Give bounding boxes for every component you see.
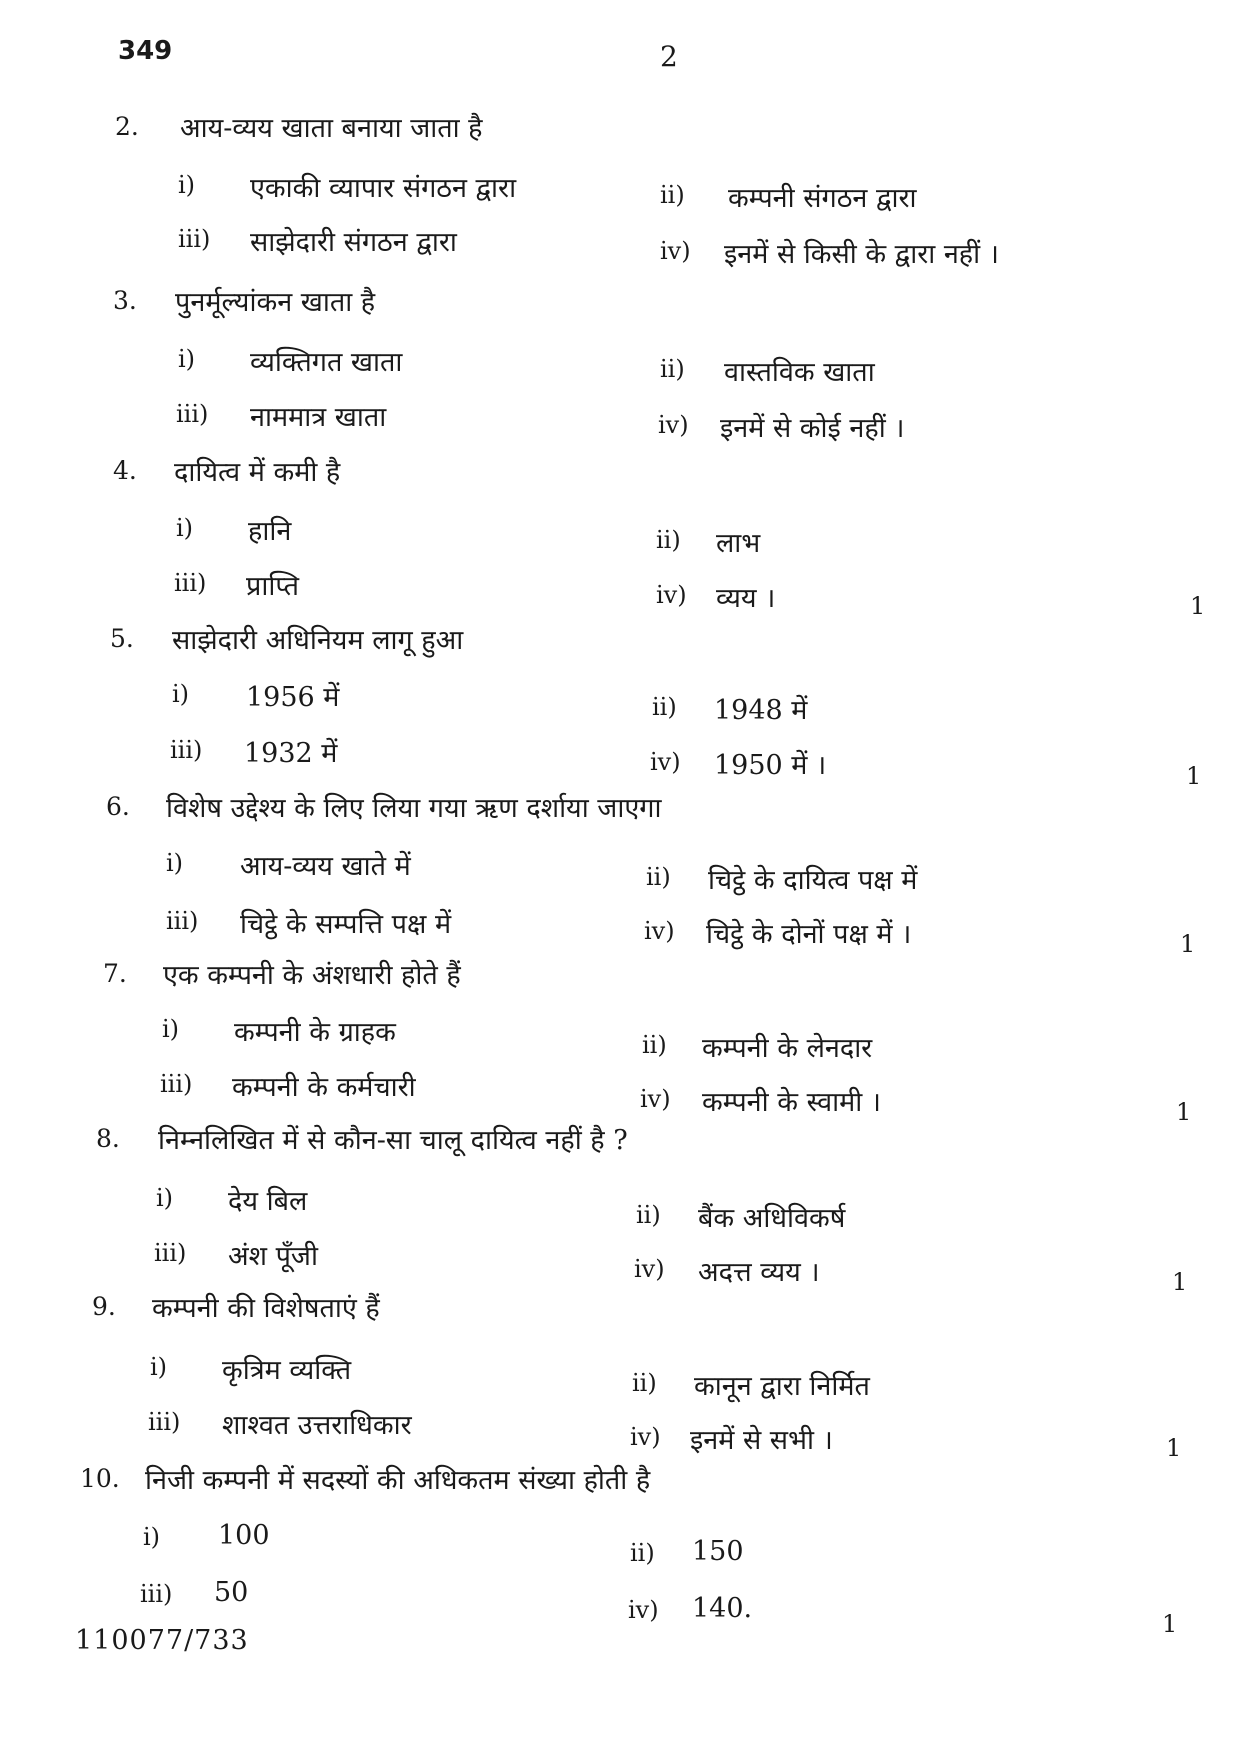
- marks-value: 1: [1166, 1434, 1182, 1462]
- option-text: अदत्त व्यय ।: [698, 1257, 820, 1288]
- option-text: इनमें से कोई नहीं ।: [720, 413, 905, 444]
- option-label: i): [166, 849, 184, 877]
- question-number: 4.: [113, 456, 137, 485]
- option-label: iii): [148, 1408, 181, 1436]
- option-text: कम्पनी संगठन द्वारा: [728, 183, 917, 214]
- option-label: iii): [154, 1239, 187, 1267]
- option-label: iv): [628, 1596, 659, 1624]
- option-text: व्यक्तिगत खाता: [250, 347, 403, 378]
- option-text: 1950 में ।: [714, 750, 827, 781]
- option-text: कम्पनी के कर्मचारी: [232, 1072, 416, 1103]
- paper-code: 349: [118, 36, 173, 66]
- question-number: 9.: [92, 1292, 116, 1321]
- option-text: देय बिल: [228, 1186, 308, 1217]
- option-text: 150: [692, 1536, 744, 1567]
- option-label: iii): [160, 1070, 193, 1098]
- question-text: एक कम्पनी के अंशधारी होते हैं: [163, 960, 461, 991]
- option-text: एकाकी व्यापार संगठन द्वारा: [250, 173, 517, 204]
- page-number: 2: [660, 40, 678, 73]
- option-label: i): [162, 1015, 180, 1043]
- option-label: iii): [166, 907, 199, 935]
- option-text: इनमें से किसी के द्वारा नहीं ।: [724, 239, 999, 270]
- option-label: i): [172, 680, 190, 708]
- question-text: साझेदारी अधिनियम लागू हुआ: [172, 625, 464, 656]
- question-text: आय-व्यय खाता बनाया जाता है: [180, 113, 483, 144]
- option-text: चिट्ठे के दायित्व पक्ष में: [708, 865, 918, 896]
- question-text: निम्नलिखित में से कौन-सा चालू दायित्व नहीं है ?: [158, 1125, 628, 1156]
- option-text: 50: [214, 1577, 249, 1608]
- option-label: iv): [660, 237, 691, 265]
- question-text: विशेष उद्देश्य के लिए लिया गया ऋण दर्शाया जाएगा: [166, 793, 662, 824]
- option-text: कम्पनी के स्वामी ।: [702, 1087, 882, 1118]
- option-text: वास्तविक खाता: [724, 357, 875, 388]
- option-label: iv): [640, 1085, 671, 1113]
- option-label: iv): [630, 1423, 661, 1451]
- question-number: 3.: [113, 286, 137, 315]
- option-text: 100: [218, 1520, 270, 1551]
- option-label: iii): [178, 225, 211, 253]
- option-text: इनमें से सभी ।: [690, 1425, 833, 1456]
- option-label: i): [156, 1184, 174, 1212]
- option-label: iv): [658, 411, 689, 439]
- option-label: ii): [660, 355, 685, 383]
- option-label: iv): [650, 748, 681, 776]
- option-label: ii): [646, 863, 671, 891]
- option-text: प्राप्ति: [246, 571, 300, 602]
- option-label: ii): [652, 693, 677, 721]
- marks-value: 1: [1190, 592, 1206, 620]
- marks-value: 1: [1176, 1098, 1192, 1126]
- question-text: पुनर्मूल्यांकन खाता है: [175, 287, 376, 318]
- option-label: i): [150, 1353, 168, 1381]
- option-label: iii): [176, 400, 209, 428]
- option-label: ii): [656, 526, 681, 554]
- question-number: 6.: [106, 792, 130, 821]
- option-label: i): [178, 345, 196, 373]
- marks-value: 1: [1162, 1610, 1178, 1638]
- option-label: ii): [660, 181, 685, 209]
- option-label: ii): [636, 1201, 661, 1229]
- question-number: 7.: [103, 959, 127, 988]
- question-text: कम्पनी की विशेषताएं हैं: [152, 1293, 380, 1324]
- option-text: कम्पनी के ग्राहक: [234, 1017, 396, 1048]
- option-label: iv): [644, 917, 675, 945]
- option-text: 1932 में: [244, 738, 338, 769]
- marks-value: 1: [1186, 762, 1202, 790]
- question-number: 5.: [110, 624, 134, 653]
- option-label: iii): [170, 736, 203, 764]
- option-label: iii): [140, 1580, 173, 1608]
- option-text: साझेदारी संगठन द्वारा: [250, 227, 457, 258]
- option-text: व्यय ।: [716, 583, 776, 614]
- option-text: कृत्रिम व्यक्ति: [222, 1355, 352, 1386]
- option-label: ii): [642, 1031, 667, 1059]
- option-text: चिट्ठे के दोनों पक्ष में ।: [706, 919, 912, 950]
- question-number: 8.: [96, 1124, 120, 1153]
- option-label: iii): [174, 569, 207, 597]
- option-text: कम्पनी के लेनदार: [702, 1033, 873, 1064]
- option-text: हानि: [248, 516, 292, 547]
- option-label: i): [178, 171, 196, 199]
- option-label: i): [176, 514, 194, 542]
- option-label: i): [143, 1523, 161, 1551]
- option-text: अंश पूँजी: [228, 1241, 318, 1272]
- question-text: निजी कम्पनी में सदस्यों की अधिकतम संख्या होती है: [145, 1465, 651, 1496]
- option-text: चिट्ठे के सम्पत्ति पक्ष में: [240, 909, 452, 940]
- option-text: नाममात्र खाता: [250, 402, 387, 433]
- option-text: 140.: [692, 1593, 753, 1624]
- marks-value: 1: [1172, 1268, 1188, 1296]
- option-text: कानून द्वारा निर्मित: [694, 1371, 870, 1402]
- question-number: 10.: [80, 1464, 120, 1493]
- question-number: 2.: [115, 112, 139, 141]
- option-label: ii): [632, 1369, 657, 1397]
- marks-value: 1: [1180, 930, 1196, 958]
- question-text: दायित्व में कमी है: [174, 457, 341, 488]
- option-text: शाश्वत उत्तराधिकार: [222, 1410, 412, 1441]
- option-text: लाभ: [716, 528, 761, 559]
- option-text: 1948 में: [714, 695, 808, 726]
- option-label: iv): [656, 581, 687, 609]
- option-label: ii): [630, 1539, 655, 1567]
- option-text: 1956 में: [246, 682, 340, 713]
- option-text: आय-व्यय खाते में: [240, 851, 411, 882]
- option-label: iv): [634, 1255, 665, 1283]
- option-text: बैंक अधिविकर्ष: [698, 1203, 846, 1234]
- footer-code: 110077/733: [75, 1625, 249, 1656]
